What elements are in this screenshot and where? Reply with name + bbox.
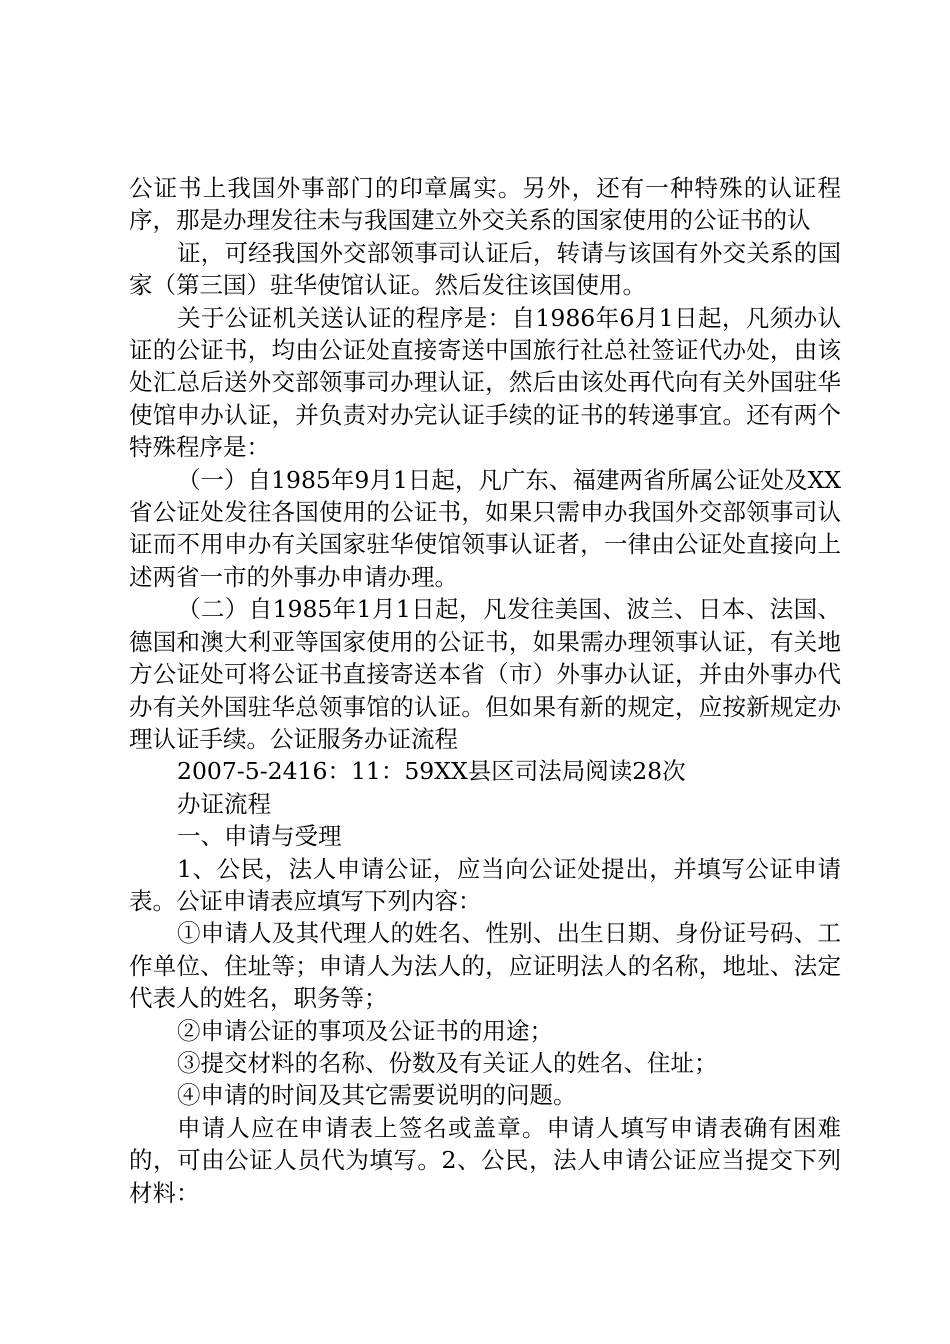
section-heading: 一、申请与受理 [177,822,342,851]
list-item: ①申请人及其代理人的姓名、性别、出生日期、身份证号码、工作单位、住址等；申请人为法人的，应证明法人的名称，地址、法定代表人的姓名，职务等； [129,919,841,1013]
paragraph: 1、公民，法人申请公证，应当向公证处提出，并填写公证申请表。公证申请表应填写下列内容： [129,854,841,915]
paragraph: 申请人应在申请表上签名或盖章。申请人填写申请表确有困难的，可由公证人员代为填写。2、公民，法人申请公证应当提交下列材料： [129,1113,841,1207]
paragraph: （二）自1985年1月1日起，凡发往美国、波兰、日本、法国、德国和澳大利亚等国家使用的公证书，如果需办理领事认证，有关地方公证处可将公证书直接寄送本省（市）外事办认证，并由外事办代办有关外国驻华总领事馆的认证。但如果有新的规定，应按新规定办理认证手续。公证服务办证流程 [129,595,841,753]
section-heading: 办证流程 [177,789,271,818]
list-item: ③提交材料的名称、份数及有关证人的姓名、住址； [177,1048,718,1077]
paragraph: 关于公证机关送认证的程序是：自1986年6月1日起，凡须办认证的公证书，均由公证处直接寄送中国旅行社总社签证代办处，由该处汇总后送外交部领事司办理认证，然后由该处再代向有关外国驻华使馆申办认证，并负责对办完认证手续的证书的转递事宜。还有两个特殊程序是： [129,303,841,462]
list-item: ④申请的时间及其它需要说明的问题。 [177,1081,577,1110]
paragraph: 证，可经我国外交部领事司认证后，转请与该国有外交关系的国家（第三国）驻华使馆认证。然后发往该国使用。 [129,238,841,300]
paragraph: （一）自1985年9月1日起，凡广东、福建两省所属公证处及XX省公证处发往各国使用的公证书，如果只需申办我国外交部领事司认证而不用申办有关国家驻华使馆领事认证者，一律由公证处直接向上述两省一市的外事办申请办理。 [129,465,841,591]
metadata-line: 2007-5-2416：11：59XX县区司法局阅读28次 [177,757,686,786]
paragraph: 公证书上我国外事部门的印章属实。另外，还有一种特殊的认证程序，那是办理发往未与我国建立外交关系的国家使用的公证书的认 [129,174,841,235]
document-body [129,172,841,1209]
list-item: ②申请公证的事项及公证书的用途； [177,1016,553,1045]
